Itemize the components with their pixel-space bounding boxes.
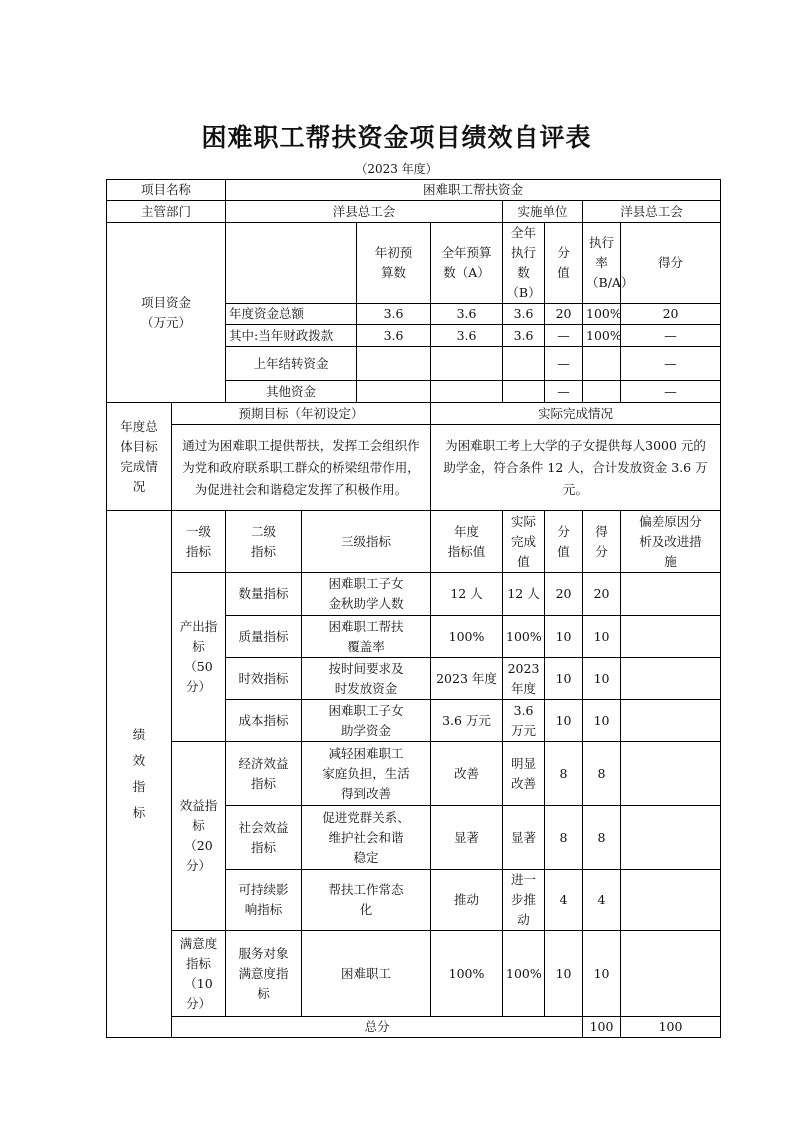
perf-row-actual: 100% [503,931,545,1017]
perf-row-level2 [226,742,302,806]
perf-row-score: 8 [583,806,621,870]
perf-header-level1-text: 一级 指标 [186,523,212,559]
perf-row-level3-text: 减轻困难职工 家庭负担，生活 得到改善 [322,745,410,801]
perf-group-name [172,742,226,931]
funds-header-blank [226,223,357,304]
perf-row-target: 3.6 万元 [431,700,503,742]
funds-row-executed: 3.6 [503,325,545,347]
funds-row-annual [431,347,503,381]
year-subtitle: （2023 年度） [355,162,438,176]
perf-row-level3 [302,742,431,806]
perf-row-score-value: 8 [545,742,583,806]
funds-row-annual: 3.6 [431,325,503,347]
total-label: 总分 [172,1017,583,1038]
funds-header-executed [503,223,545,304]
perf-row-level2-text: 数量指标 [238,586,289,601]
perf-row-level3-text: 促进党群关系、 维护社会和谐 稳定 [322,809,410,865]
perf-row-score: 4 [583,870,621,931]
funds-row-score-value: — [545,325,583,347]
funds-row-score-value: — [545,347,583,381]
perf-row-score: 8 [583,742,621,806]
perf-row-level2-text: 时效指标 [238,670,289,686]
funds-row-initial [357,347,431,381]
perf-group-name [172,573,226,742]
perf-row-note [621,616,721,658]
perf-group-name-text: 效益指 标 （20 分） [179,798,218,873]
perf-row-target: 2023 年度 [431,658,503,700]
perf-row-target: 显著 [431,806,503,870]
funds-row-executed [503,381,545,403]
perf-header-actual [503,511,545,573]
perf-row-note [621,806,721,870]
funds-row-executed: 3.6 [503,304,545,325]
perf-header-target-text: 年度 指标值 [447,523,486,559]
perf-row-score-value: 4 [545,870,583,931]
perf-header-note [621,511,721,573]
goals-expected-header: 预期目标（年初设定） [172,403,431,425]
perf-row-score-value: 10 [545,658,583,700]
funds-row-rate [583,347,621,381]
funds-label [107,223,226,403]
perf-row-level2 [226,870,302,931]
perf-row-level3 [302,658,431,700]
page-title: 困难职工帮扶资金项目绩效自评表 [201,123,592,152]
perf-row-note [621,742,721,806]
perf-group-name [172,931,226,1017]
perf-header-actual-text: 实际 完成值 [511,513,537,569]
perf-row-level3-text: 困难职工子女 助学资金 [328,702,404,738]
perf-row-score: 10 [583,658,621,700]
perf-row-score: 10 [583,700,621,742]
perf-row-note [621,700,721,742]
funds-row-score: 20 [621,304,721,325]
perf-row-level3 [302,870,431,931]
funds-row-executed [503,347,545,381]
perf-row-level2-text: 社会效益 指标 [238,819,289,855]
perf-row-level3 [302,616,431,658]
performance-label [107,511,172,1038]
perf-row-score: 10 [583,931,621,1017]
perf-row-level3 [302,700,431,742]
funds-header-score-value [545,223,583,304]
perf-row-level2 [226,573,302,616]
perf-row-note [621,658,721,700]
perf-row-score-value: 20 [545,573,583,616]
perf-row-level2 [226,658,302,700]
funds-header-executed-text: 全年执行 数（B） [506,225,541,300]
goals-label [107,403,172,511]
funds-header-score-text: 得分 [658,255,684,270]
funds-label-text: 项目资金 （万元） [141,294,192,330]
perf-row-level2-text: 经济效益 指标 [238,755,289,791]
perf-row-score-value: 10 [545,616,583,658]
perf-row-score: 10 [583,616,621,658]
dept-value: 洋县总工会 [226,201,503,223]
funds-row-name: 其中:当年财政拨款 [226,325,357,347]
funds-header-rate-text: 执行率 （B/A） [586,235,634,290]
perf-row-level2-text: 可持续影 响指标 [238,882,289,917]
perf-header-target [431,511,503,573]
perf-group-name-text: 满意度 指标 （10 分） [179,935,218,1011]
perf-row-level3-text: 困难职工子女 金秋助学人数 [328,576,404,611]
perf-row-note [621,931,721,1017]
perf-row-actual: 明显改善 [503,742,545,806]
perf-header-level3: 三级指标 [302,511,431,573]
performance-label-text: 绩 效 指 标 [132,727,146,820]
perf-row-actual: 2023 年度 [503,658,545,700]
perf-row-level3 [302,573,431,616]
perf-row-level3-text: 帮扶工作常态 化 [328,882,404,917]
perf-row-actual [503,870,545,931]
perf-row-score: 20 [583,573,621,616]
funds-row-name: 其他资金 [226,381,357,403]
perf-row-score-value: 8 [545,806,583,870]
perf-row-score-value: 10 [545,700,583,742]
perf-header-score-value [545,511,583,573]
perf-group-name-text: 产出指 标 （50 分） [179,619,218,694]
funds-row-rate [583,381,621,403]
funds-row-score-value: 20 [545,304,583,325]
perf-row-level2-text: 质量指标 [238,628,289,644]
perf-row-level2-text: 服务对象 满意度指 标 [238,945,289,1001]
perf-row-target: 推动 [431,870,503,931]
total-score-value: 100 [583,1017,621,1038]
perf-header-level2 [226,511,302,573]
perf-row-note [621,573,721,616]
perf-row-level3 [302,806,431,870]
funds-row-annual [431,381,503,403]
funds-row-initial [357,381,431,403]
funds-header-annual [431,223,503,304]
funds-row-score: — [621,325,721,347]
goals-actual-header: 实际完成情况 [431,403,721,425]
perf-header-score-text: 得 分 [595,523,608,559]
project-name-value: 困难职工帮扶资金 [226,180,721,201]
perf-row-actual: 12 人 [503,573,545,616]
funds-row-score-value: — [545,381,583,403]
funds-row-rate: 100% [583,304,621,325]
goals-expected-text: 通过为困难职工提供帮扶，发挥工会组织作为党和政府联系职工群众的桥梁纽带作用，为促进社会和谐稳定发挥了积极作用。 [172,425,431,511]
funds-header-score [621,223,721,304]
funds-row-name: 年度资金总额 [226,304,357,325]
dept-label: 主管部门 [107,201,226,223]
perf-row-target: 100% [431,616,503,658]
perf-row-actual: 显著 [503,806,545,870]
funds-header-rate [583,223,634,304]
funds-row-initial: 3.6 [357,325,431,347]
perf-row-level2 [226,700,302,742]
evaluation-table [106,179,721,1038]
perf-row-score-value: 10 [545,931,583,1017]
perf-header-note-text: 偏差原因分 析及改进措 施 [639,513,702,569]
perf-row-actual: 100% [503,616,545,658]
funds-row-score: — [621,347,721,381]
funds-header-initial [357,223,431,304]
perf-row-level2 [226,616,302,658]
perf-row-target: 100% [431,931,503,1017]
funds-row-rate: 100% [583,325,621,347]
perf-row-target: 12 人 [431,573,503,616]
perf-header-level2-text: 二级 指标 [251,523,277,559]
perf-row-actual-text: 进一步推 动 [511,872,537,927]
perf-row-actual: 3.6 万元 [503,700,545,742]
impl-value: 洋县总工会 [583,201,721,223]
goals-label-text: 年度总 体目标 完成情 况 [120,418,158,494]
funds-header-initial-text: 年初预 算数 [374,245,413,280]
funds-header-annual-text: 全年预算 数（A） [441,245,492,280]
impl-label: 实施单位 [503,201,583,223]
perf-row-target: 改善 [431,742,503,806]
project-name-label: 项目名称 [107,180,226,201]
perf-row-level2-text: 成本指标 [238,712,289,728]
funds-header-score-value-text: 分 值 [557,245,570,280]
funds-row-initial: 3.6 [357,304,431,325]
goals-actual-text: 为困难职工考上大学的子女提供每人3000 元的助学金，符合条件 12 人，合计发放资金 3.6 万元。 [431,425,721,511]
perf-row-note [621,870,721,931]
perf-row-level2 [226,806,302,870]
total-score: 100 [621,1017,721,1038]
funds-row-name: 上年结转资金 [226,347,357,381]
perf-row-level2 [226,931,302,1017]
perf-row-level3-text: 困难职工帮扶 覆盖率 [328,618,404,654]
perf-header-score-value-text: 分 值 [557,523,570,559]
perf-row-level3-text: 按时间要求及 时发放资金 [328,660,404,696]
perf-header-level1 [172,511,226,573]
funds-row-annual: 3.6 [431,304,503,325]
perf-row-level3: 困难职工 [302,931,431,1017]
funds-row-score: — [621,381,721,403]
perf-header-score [583,511,621,573]
